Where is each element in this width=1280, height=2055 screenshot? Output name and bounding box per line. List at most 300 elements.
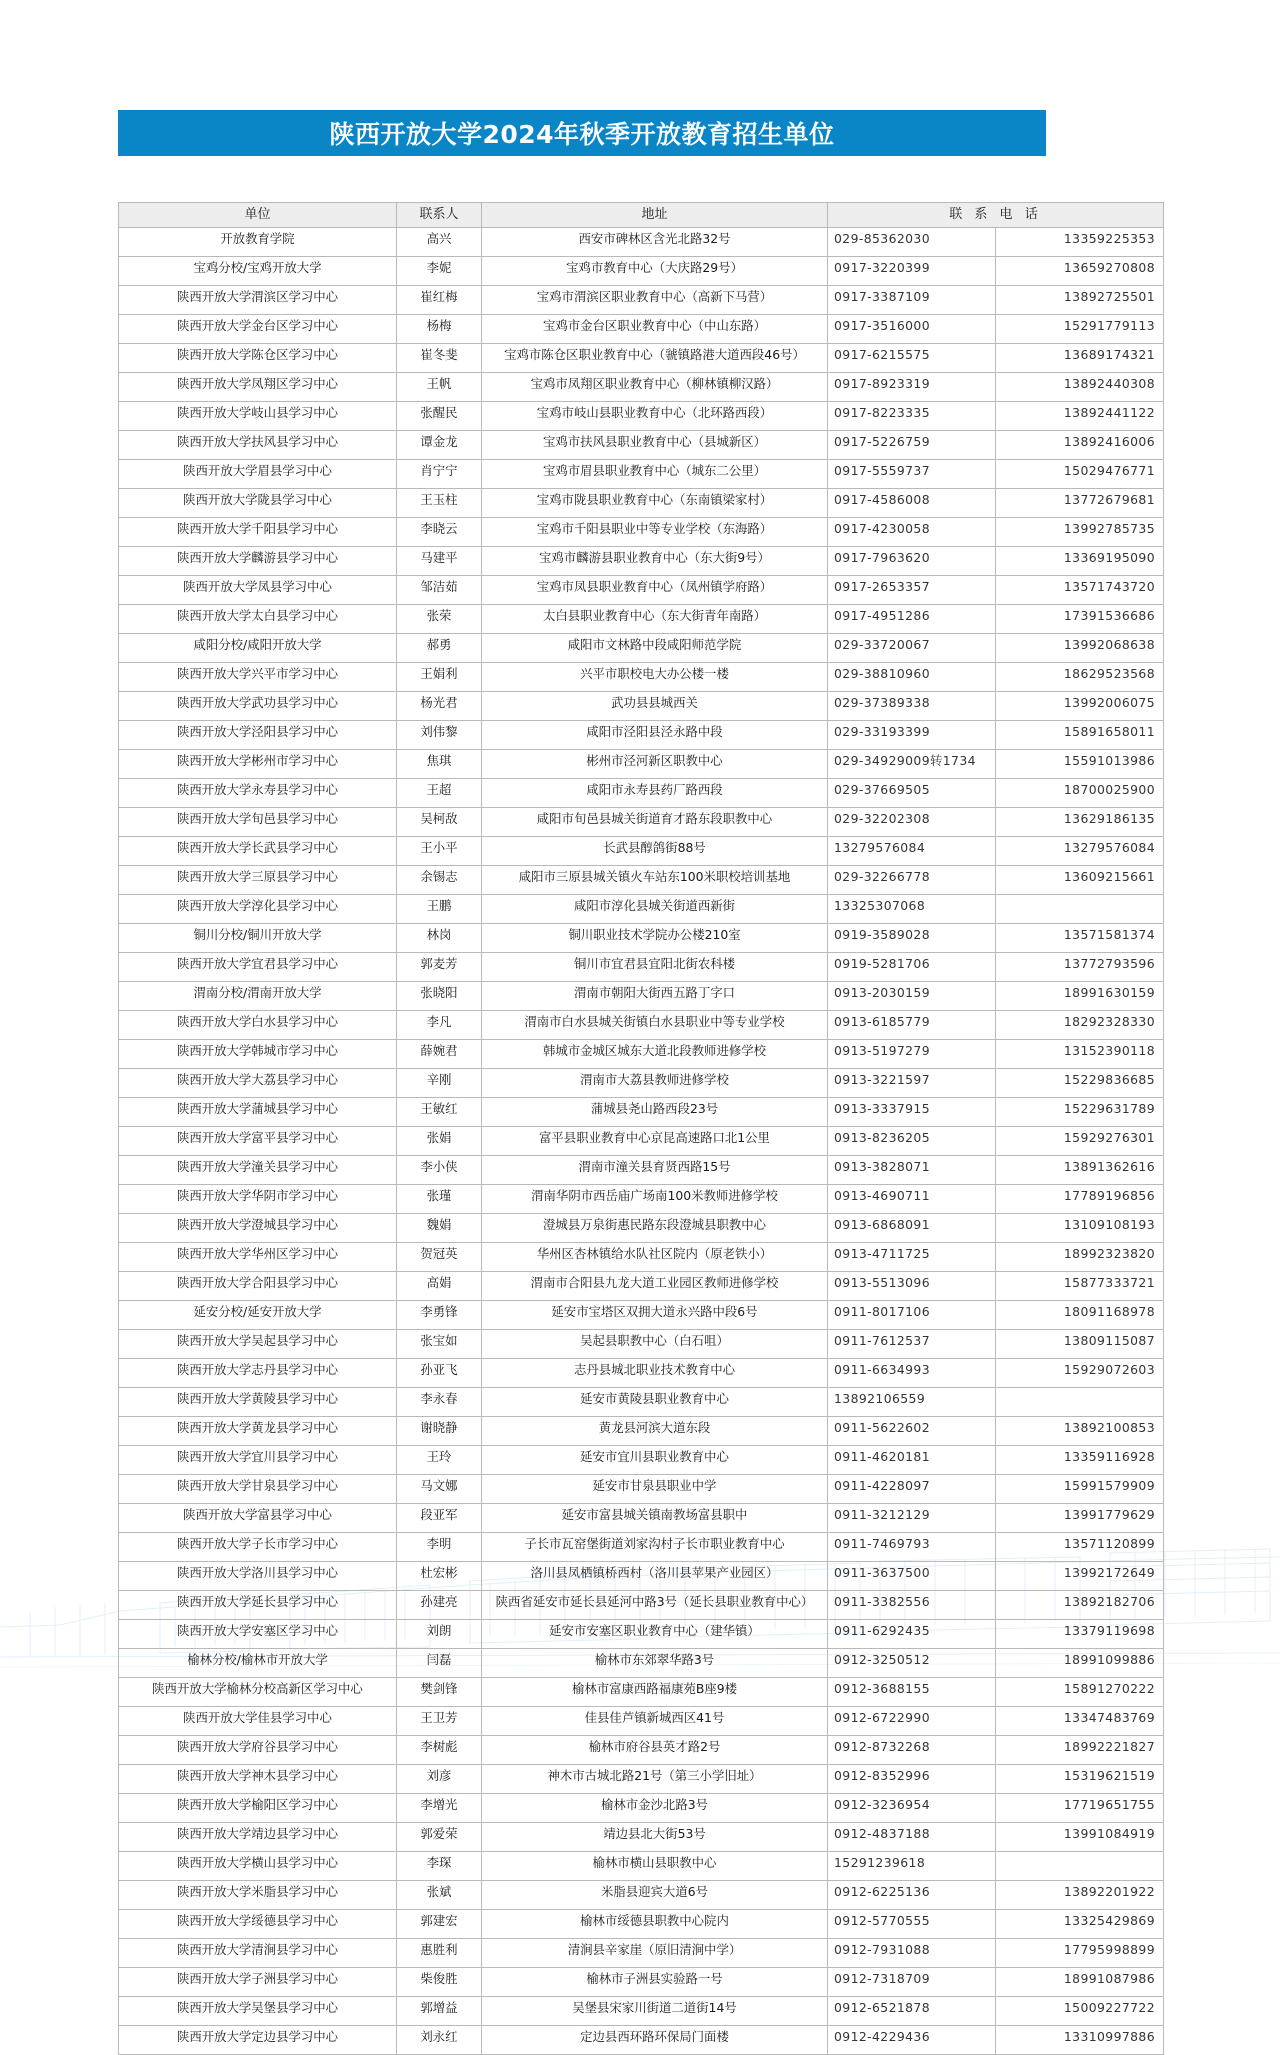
cell-contact: 李永春 xyxy=(397,1388,482,1417)
cell-address: 咸阳市三原县城关镇火车站东100米职校培训基地 xyxy=(482,866,828,895)
cell-phone-primary: 0919-5281706 xyxy=(828,953,996,982)
cell-phone-mobile: 13609215661 xyxy=(996,866,1164,895)
cell-address: 彬州市泾河新区职教中心 xyxy=(482,750,828,779)
cell-phone-mobile: 18700025900 xyxy=(996,779,1164,808)
cell-phone-mobile: 18991099886 xyxy=(996,1649,1164,1678)
cell-phone-mobile: 17719651755 xyxy=(996,1794,1164,1823)
cell-address: 宝鸡市岐山县职业教育中心（北环路西段） xyxy=(482,402,828,431)
cell-unit: 陕西开放大学志丹县学习中心 xyxy=(119,1359,397,1388)
cell-phone-mobile: 13892182706 xyxy=(996,1591,1164,1620)
cell-phone-primary: 0912-6225136 xyxy=(828,1881,996,1910)
cell-contact: 焦琪 xyxy=(397,750,482,779)
cell-unit: 陕西开放大学泾阳县学习中心 xyxy=(119,721,397,750)
cell-address: 榆林市东郊翠华路3号 xyxy=(482,1649,828,1678)
table-row xyxy=(119,1910,1164,1939)
cell-phone-primary: 0912-6722990 xyxy=(828,1707,996,1736)
cell-phone-primary: 0911-6634993 xyxy=(828,1359,996,1388)
cell-phone-mobile: 13891362616 xyxy=(996,1156,1164,1185)
cell-phone-primary: 0919-3589028 xyxy=(828,924,996,953)
cell-address: 延安市宜川县职业教育中心 xyxy=(482,1446,828,1475)
cell-contact: 王卫芳 xyxy=(397,1707,482,1736)
cell-phone-primary: 0917-4230058 xyxy=(828,518,996,547)
cell-contact: 惠胜利 xyxy=(397,1939,482,1968)
cell-address: 宝鸡市麟游县职业教育中心（东大街9号） xyxy=(482,547,828,576)
table-row xyxy=(119,489,1164,518)
table-row xyxy=(119,1562,1164,1591)
cell-phone-primary: 0917-2653357 xyxy=(828,576,996,605)
cell-contact: 张娟 xyxy=(397,1127,482,1156)
cell-unit: 陕西开放大学金台区学习中心 xyxy=(119,315,397,344)
cell-phone-mobile xyxy=(996,895,1164,924)
cell-address: 宝鸡市陇县职业教育中心（东南镇梁家村） xyxy=(482,489,828,518)
table-row xyxy=(119,634,1164,663)
page-title: 陕西开放大学2024年秋季开放教育招生单位 xyxy=(329,120,835,149)
cell-phone-mobile: 13152390118 xyxy=(996,1040,1164,1069)
cell-unit: 陕西开放大学华阴市学习中心 xyxy=(119,1185,397,1214)
cell-phone-primary: 0913-3337915 xyxy=(828,1098,996,1127)
cell-unit: 陕西开放大学佳县学习中心 xyxy=(119,1707,397,1736)
table-row xyxy=(119,1127,1164,1156)
cell-phone-primary: 0913-8236205 xyxy=(828,1127,996,1156)
cell-unit: 陕西开放大学渭滨区学习中心 xyxy=(119,286,397,315)
cell-address: 定边县西环路环保局门面楼 xyxy=(482,2026,828,2055)
table-row xyxy=(119,1011,1164,1040)
cell-address: 米脂县迎宾大道6号 xyxy=(482,1881,828,1910)
cell-contact: 刘朗 xyxy=(397,1620,482,1649)
cell-unit: 陕西开放大学凤县学习中心 xyxy=(119,576,397,605)
column-header-telephone: 联 系 电 话 xyxy=(828,203,1164,228)
table-row xyxy=(119,1446,1164,1475)
cell-phone-mobile: 15229836685 xyxy=(996,1069,1164,1098)
cell-phone-mobile: 13892201922 xyxy=(996,1881,1164,1910)
column-header-contact: 联系人 xyxy=(397,203,482,228)
table-row xyxy=(119,895,1164,924)
cell-phone-primary: 0912-4837188 xyxy=(828,1823,996,1852)
cell-phone-primary: 0912-3688155 xyxy=(828,1678,996,1707)
cell-phone-primary: 0913-3828071 xyxy=(828,1156,996,1185)
table-row xyxy=(119,576,1164,605)
cell-contact: 余锡志 xyxy=(397,866,482,895)
cell-phone-primary: 0913-5513096 xyxy=(828,1272,996,1301)
cell-address: 渭南市大荔县教师进修学校 xyxy=(482,1069,828,1098)
table-row xyxy=(119,953,1164,982)
cell-contact: 张晓阳 xyxy=(397,982,482,1011)
cell-unit: 陕西开放大学扶风县学习中心 xyxy=(119,431,397,460)
table-row xyxy=(119,1649,1164,1678)
cell-phone-mobile: 13310997886 xyxy=(996,2026,1164,2055)
table-row xyxy=(119,1678,1164,1707)
cell-phone-mobile: 18991630159 xyxy=(996,982,1164,1011)
cell-contact: 李凡 xyxy=(397,1011,482,1040)
cell-unit: 陕西开放大学黄龙县学习中心 xyxy=(119,1417,397,1446)
cell-address: 铜川市宜君县宜阳北街农科楼 xyxy=(482,953,828,982)
table-row xyxy=(119,402,1164,431)
table-row xyxy=(119,228,1164,257)
cell-contact: 崔冬斐 xyxy=(397,344,482,373)
table-row xyxy=(119,1388,1164,1417)
cell-phone-primary: 0911-6292435 xyxy=(828,1620,996,1649)
cell-address: 榆林市绥德县职教中心院内 xyxy=(482,1910,828,1939)
cell-address: 咸阳市文林路中段咸阳师范学院 xyxy=(482,634,828,663)
cell-contact: 郭爱荣 xyxy=(397,1823,482,1852)
cell-address: 延安市安塞区职业教育中心（建华镇） xyxy=(482,1620,828,1649)
cell-contact: 崔红梅 xyxy=(397,286,482,315)
cell-unit: 咸阳分校/咸阳开放大学 xyxy=(119,634,397,663)
cell-phone-mobile: 17789196856 xyxy=(996,1185,1164,1214)
cell-phone-mobile: 17795998899 xyxy=(996,1939,1164,1968)
table-row xyxy=(119,1069,1164,1098)
cell-contact: 孙亚飞 xyxy=(397,1359,482,1388)
cell-phone-mobile: 13892725501 xyxy=(996,286,1164,315)
cell-phone-mobile: 15929276301 xyxy=(996,1127,1164,1156)
table-row xyxy=(119,605,1164,634)
table-row xyxy=(119,286,1164,315)
cell-unit: 陕西开放大学米脂县学习中心 xyxy=(119,1881,397,1910)
cell-phone-primary: 15291239618 xyxy=(828,1852,996,1881)
cell-address: 靖边县北大街53号 xyxy=(482,1823,828,1852)
table-body xyxy=(119,228,1164,2055)
table-row xyxy=(119,1417,1164,1446)
cell-unit: 陕西开放大学三原县学习中心 xyxy=(119,866,397,895)
cell-unit: 陕西开放大学澄城县学习中心 xyxy=(119,1214,397,1243)
table-row xyxy=(119,837,1164,866)
cell-address: 榆林市富康西路福康苑B座9楼 xyxy=(482,1678,828,1707)
cell-contact: 王鹏 xyxy=(397,895,482,924)
cell-address: 渭南市潼关县育贤西路15号 xyxy=(482,1156,828,1185)
cell-contact: 王玉柱 xyxy=(397,489,482,518)
cell-contact: 李明 xyxy=(397,1533,482,1562)
cell-unit: 陕西开放大学子长市学习中心 xyxy=(119,1533,397,1562)
cell-phone-mobile: 13629186135 xyxy=(996,808,1164,837)
column-header-address: 地址 xyxy=(482,203,828,228)
table-row xyxy=(119,1533,1164,1562)
cell-address: 延安市甘泉县职业中学 xyxy=(482,1475,828,1504)
cell-phone-primary: 0913-4711725 xyxy=(828,1243,996,1272)
cell-phone-mobile: 15929072603 xyxy=(996,1359,1164,1388)
cell-phone-primary: 0917-6215575 xyxy=(828,344,996,373)
cell-address: 兴平市职校电大办公楼一楼 xyxy=(482,663,828,692)
cell-contact: 张斌 xyxy=(397,1881,482,1910)
cell-phone-mobile xyxy=(996,1852,1164,1881)
cell-phone-mobile: 13992785735 xyxy=(996,518,1164,547)
cell-phone-mobile: 13571581374 xyxy=(996,924,1164,953)
cell-phone-mobile: 15591013986 xyxy=(996,750,1164,779)
cell-address: 咸阳市淳化县城关街道西新街 xyxy=(482,895,828,924)
cell-contact: 樊剑锋 xyxy=(397,1678,482,1707)
table-row xyxy=(119,1997,1164,2026)
table-row xyxy=(119,373,1164,402)
cell-phone-primary: 0917-3220399 xyxy=(828,257,996,286)
cell-phone-primary: 0911-3637500 xyxy=(828,1562,996,1591)
cell-phone-mobile: 13991084919 xyxy=(996,1823,1164,1852)
cell-contact: 魏娟 xyxy=(397,1214,482,1243)
cell-phone-mobile xyxy=(996,1388,1164,1417)
cell-phone-primary: 029-38810960 xyxy=(828,663,996,692)
cell-address: 咸阳市泾阳县泾永路中段 xyxy=(482,721,828,750)
cell-address: 太白县职业教育中心（东大街青年南路） xyxy=(482,605,828,634)
cell-unit: 陕西开放大学吴起县学习中心 xyxy=(119,1330,397,1359)
cell-contact: 郭建宏 xyxy=(397,1910,482,1939)
table-row xyxy=(119,1823,1164,1852)
cell-phone-primary: 0911-7612537 xyxy=(828,1330,996,1359)
cell-contact: 贺冠英 xyxy=(397,1243,482,1272)
cell-phone-primary: 0917-4586008 xyxy=(828,489,996,518)
cell-phone-mobile: 15229631789 xyxy=(996,1098,1164,1127)
table-row xyxy=(119,1852,1164,1881)
cell-phone-primary: 0913-6868091 xyxy=(828,1214,996,1243)
table-row xyxy=(119,1098,1164,1127)
cell-phone-mobile: 13892416006 xyxy=(996,431,1164,460)
cell-phone-primary: 0913-6185779 xyxy=(828,1011,996,1040)
cell-phone-mobile: 17391536686 xyxy=(996,605,1164,634)
cell-contact: 杜宏彬 xyxy=(397,1562,482,1591)
cell-contact: 张醒民 xyxy=(397,402,482,431)
recruitment-units-table xyxy=(118,202,1164,2055)
cell-address: 咸阳市旬邑县城关街道育才路东段职教中心 xyxy=(482,808,828,837)
cell-phone-primary: 0912-3250512 xyxy=(828,1649,996,1678)
table-row xyxy=(119,1475,1164,1504)
cell-phone-mobile: 13689174321 xyxy=(996,344,1164,373)
cell-contact: 张瑾 xyxy=(397,1185,482,1214)
cell-contact: 郭增益 xyxy=(397,1997,482,2026)
cell-unit: 陕西开放大学陈仓区学习中心 xyxy=(119,344,397,373)
cell-phone-mobile: 13892100853 xyxy=(996,1417,1164,1446)
cell-unit: 陕西开放大学安塞区学习中心 xyxy=(119,1620,397,1649)
cell-contact: 刘永红 xyxy=(397,2026,482,2055)
cell-address: 韩城市金城区城东大道北段教师进修学校 xyxy=(482,1040,828,1069)
table-row xyxy=(119,1040,1164,1069)
cell-phone-primary: 0913-3221597 xyxy=(828,1069,996,1098)
cell-address: 延安市黄陵县职业教育中心 xyxy=(482,1388,828,1417)
table-row xyxy=(119,779,1164,808)
cell-phone-mobile: 15009227722 xyxy=(996,1997,1164,2026)
cell-address: 宝鸡市凤翔区职业教育中心（柳林镇柳汉路） xyxy=(482,373,828,402)
cell-address: 榆林市府谷县英才路2号 xyxy=(482,1736,828,1765)
cell-phone-mobile: 13325429869 xyxy=(996,1910,1164,1939)
cell-unit: 陕西开放大学旬邑县学习中心 xyxy=(119,808,397,837)
table-row xyxy=(119,1620,1164,1649)
cell-phone-mobile: 18091168978 xyxy=(996,1301,1164,1330)
cell-address: 宝鸡市凤县职业教育中心（凤州镇学府路） xyxy=(482,576,828,605)
cell-address: 渭南市合阳县九龙大道工业园区教师进修学校 xyxy=(482,1272,828,1301)
cell-unit: 陕西开放大学兴平市学习中心 xyxy=(119,663,397,692)
cell-address: 榆林市子洲县实验路一号 xyxy=(482,1968,828,1997)
cell-contact: 李妮 xyxy=(397,257,482,286)
cell-address: 宝鸡市眉县职业教育中心（城东二公里） xyxy=(482,460,828,489)
cell-phone-primary: 0911-4228097 xyxy=(828,1475,996,1504)
table-row xyxy=(119,663,1164,692)
cell-phone-mobile: 18992323820 xyxy=(996,1243,1164,1272)
cell-unit: 陕西开放大学府谷县学习中心 xyxy=(119,1736,397,1765)
cell-phone-mobile: 13809115087 xyxy=(996,1330,1164,1359)
cell-unit: 陕西开放大学彬州市学习中心 xyxy=(119,750,397,779)
cell-phone-mobile: 13892441122 xyxy=(996,402,1164,431)
table-row xyxy=(119,1736,1164,1765)
cell-phone-mobile: 18629523568 xyxy=(996,663,1164,692)
cell-phone-primary: 0917-7963620 xyxy=(828,547,996,576)
cell-contact: 杨光君 xyxy=(397,692,482,721)
table-row xyxy=(119,1504,1164,1533)
cell-phone-primary: 0913-5197279 xyxy=(828,1040,996,1069)
table-row xyxy=(119,1707,1164,1736)
table-row xyxy=(119,808,1164,837)
cell-phone-primary: 0912-7318709 xyxy=(828,1968,996,1997)
cell-contact: 段亚军 xyxy=(397,1504,482,1533)
cell-phone-primary: 13279576084 xyxy=(828,837,996,866)
cell-phone-primary: 0911-8017106 xyxy=(828,1301,996,1330)
cell-contact: 李晓云 xyxy=(397,518,482,547)
cell-phone-mobile: 15991579909 xyxy=(996,1475,1164,1504)
cell-phone-primary: 0911-3212129 xyxy=(828,1504,996,1533)
cell-address: 华州区杏林镇给水队社区院内（原老铁小） xyxy=(482,1243,828,1272)
cell-unit: 陕西开放大学武功县学习中心 xyxy=(119,692,397,721)
table-row xyxy=(119,1301,1164,1330)
cell-phone-mobile: 13359225353 xyxy=(996,228,1164,257)
cell-unit: 陕西开放大学横山县学习中心 xyxy=(119,1852,397,1881)
cell-unit: 陕西开放大学清涧县学习中心 xyxy=(119,1939,397,1968)
cell-phone-primary: 0912-8352996 xyxy=(828,1765,996,1794)
cell-address: 长武县醇鸽街88号 xyxy=(482,837,828,866)
cell-phone-primary: 0912-8732268 xyxy=(828,1736,996,1765)
cell-unit: 陕西开放大学洛川县学习中心 xyxy=(119,1562,397,1591)
cell-phone-primary: 0912-7931088 xyxy=(828,1939,996,1968)
cell-phone-primary: 0917-5559737 xyxy=(828,460,996,489)
table-row xyxy=(119,866,1164,895)
cell-contact: 谢晓静 xyxy=(397,1417,482,1446)
cell-contact: 张荣 xyxy=(397,605,482,634)
cell-contact: 刘彦 xyxy=(397,1765,482,1794)
cell-contact: 王敏红 xyxy=(397,1098,482,1127)
cell-unit: 陕西开放大学靖边县学习中心 xyxy=(119,1823,397,1852)
cell-address: 渭南市朝阳大街西五路丁字口 xyxy=(482,982,828,1011)
cell-phone-mobile: 13772679681 xyxy=(996,489,1164,518)
cell-contact: 王玲 xyxy=(397,1446,482,1475)
table-row xyxy=(119,1243,1164,1272)
cell-phone-mobile: 13369195090 xyxy=(996,547,1164,576)
table-row xyxy=(119,1156,1164,1185)
cell-address: 宝鸡市千阳县职业中等专业学校（东海路） xyxy=(482,518,828,547)
cell-unit: 陕西开放大学眉县学习中心 xyxy=(119,460,397,489)
table-row xyxy=(119,2026,1164,2055)
cell-unit: 陕西开放大学太白县学习中心 xyxy=(119,605,397,634)
cell-phone-mobile: 13991779629 xyxy=(996,1504,1164,1533)
table-row xyxy=(119,692,1164,721)
table-row xyxy=(119,1272,1164,1301)
cell-unit: 陕西开放大学延长县学习中心 xyxy=(119,1591,397,1620)
table-row xyxy=(119,1359,1164,1388)
cell-address: 渭南华阴市西岳庙广场南100米教师进修学校 xyxy=(482,1185,828,1214)
cell-address: 佳县佳芦镇新城西区41号 xyxy=(482,1707,828,1736)
cell-phone-primary: 0911-4620181 xyxy=(828,1446,996,1475)
cell-phone-primary: 029-85362030 xyxy=(828,228,996,257)
cell-phone-primary: 0912-5770555 xyxy=(828,1910,996,1939)
cell-unit: 铜川分校/铜川开放大学 xyxy=(119,924,397,953)
cell-contact: 王超 xyxy=(397,779,482,808)
table-row xyxy=(119,924,1164,953)
recruitment-units-table-container xyxy=(118,202,1164,2055)
table-row xyxy=(119,1185,1164,1214)
cell-address: 宝鸡市渭滨区职业教育中心（高新下马营） xyxy=(482,286,828,315)
table-row xyxy=(119,1794,1164,1823)
table-row xyxy=(119,547,1164,576)
cell-phone-mobile: 13772793596 xyxy=(996,953,1164,982)
cell-phone-primary: 0913-2030159 xyxy=(828,982,996,1011)
cell-contact: 闫磊 xyxy=(397,1649,482,1678)
table-row xyxy=(119,1591,1164,1620)
cell-unit: 陕西开放大学长武县学习中心 xyxy=(119,837,397,866)
cell-contact: 李增光 xyxy=(397,1794,482,1823)
cell-contact: 郝勇 xyxy=(397,634,482,663)
cell-address: 神木市古城北路21号（第三小学旧址） xyxy=(482,1765,828,1794)
cell-unit: 陕西开放大学白水县学习中心 xyxy=(119,1011,397,1040)
cell-unit: 陕西开放大学岐山县学习中心 xyxy=(119,402,397,431)
table-row xyxy=(119,1765,1164,1794)
cell-phone-primary: 13892106559 xyxy=(828,1388,996,1417)
cell-phone-mobile: 13892440308 xyxy=(996,373,1164,402)
cell-contact: 杨梅 xyxy=(397,315,482,344)
cell-address: 黄龙县河滨大道东段 xyxy=(482,1417,828,1446)
cell-unit: 陕西开放大学榆阳区学习中心 xyxy=(119,1794,397,1823)
cell-address: 吴堡县宋家川街道二道街14号 xyxy=(482,1997,828,2026)
cell-contact: 邹洁茹 xyxy=(397,576,482,605)
page-title-banner xyxy=(118,110,1046,156)
cell-phone-mobile: 15877333721 xyxy=(996,1272,1164,1301)
cell-phone-primary: 0917-8223335 xyxy=(828,402,996,431)
cell-address: 陕西省延安市延长县延河中路3号（延长县职业教育中心） xyxy=(482,1591,828,1620)
cell-contact: 吴柯敌 xyxy=(397,808,482,837)
cell-phone-primary: 0913-4690711 xyxy=(828,1185,996,1214)
cell-contact: 刘伟黎 xyxy=(397,721,482,750)
cell-phone-primary: 0917-3387109 xyxy=(828,286,996,315)
cell-phone-mobile: 18292328330 xyxy=(996,1011,1164,1040)
cell-unit: 延安分校/延安开放大学 xyxy=(119,1301,397,1330)
cell-phone-mobile: 13109108193 xyxy=(996,1214,1164,1243)
cell-unit: 陕西开放大学吴堡县学习中心 xyxy=(119,1997,397,2026)
cell-address: 宝鸡市教育中心（大庆路29号） xyxy=(482,257,828,286)
cell-phone-primary: 029-33193399 xyxy=(828,721,996,750)
cell-phone-primary: 0917-3516000 xyxy=(828,315,996,344)
cell-phone-mobile: 13992068638 xyxy=(996,634,1164,663)
cell-phone-mobile: 13379119698 xyxy=(996,1620,1164,1649)
cell-phone-primary: 0912-6521878 xyxy=(828,1997,996,2026)
cell-contact: 马建平 xyxy=(397,547,482,576)
cell-phone-primary: 0911-3382556 xyxy=(828,1591,996,1620)
cell-phone-mobile: 13659270808 xyxy=(996,257,1164,286)
cell-contact: 王帆 xyxy=(397,373,482,402)
cell-address: 子长市瓦窑堡街道刘家沟村子长市职业教育中心 xyxy=(482,1533,828,1562)
cell-phone-primary: 029-33720067 xyxy=(828,634,996,663)
cell-unit: 陕西开放大学蒲城县学习中心 xyxy=(119,1098,397,1127)
cell-unit: 陕西开放大学甘泉县学习中心 xyxy=(119,1475,397,1504)
cell-phone-primary: 0912-3236954 xyxy=(828,1794,996,1823)
cell-phone-primary: 029-32202308 xyxy=(828,808,996,837)
cell-address: 清涧县辛家崖（原旧清涧中学） xyxy=(482,1939,828,1968)
table-row xyxy=(119,431,1164,460)
cell-unit: 陕西开放大学富县学习中心 xyxy=(119,1504,397,1533)
cell-unit: 陕西开放大学韩城市学习中心 xyxy=(119,1040,397,1069)
cell-address: 蒲城县尧山路西段23号 xyxy=(482,1098,828,1127)
cell-address: 咸阳市永寿县药厂路西段 xyxy=(482,779,828,808)
column-header-unit: 单位 xyxy=(119,203,397,228)
cell-phone-primary: 0917-4951286 xyxy=(828,605,996,634)
cell-address: 武功县县城西关 xyxy=(482,692,828,721)
cell-unit: 宝鸡分校/宝鸡开放大学 xyxy=(119,257,397,286)
cell-contact: 高娟 xyxy=(397,1272,482,1301)
table-row xyxy=(119,982,1164,1011)
cell-phone-primary: 13325307068 xyxy=(828,895,996,924)
cell-unit: 陕西开放大学淳化县学习中心 xyxy=(119,895,397,924)
cell-contact: 肖宁宁 xyxy=(397,460,482,489)
